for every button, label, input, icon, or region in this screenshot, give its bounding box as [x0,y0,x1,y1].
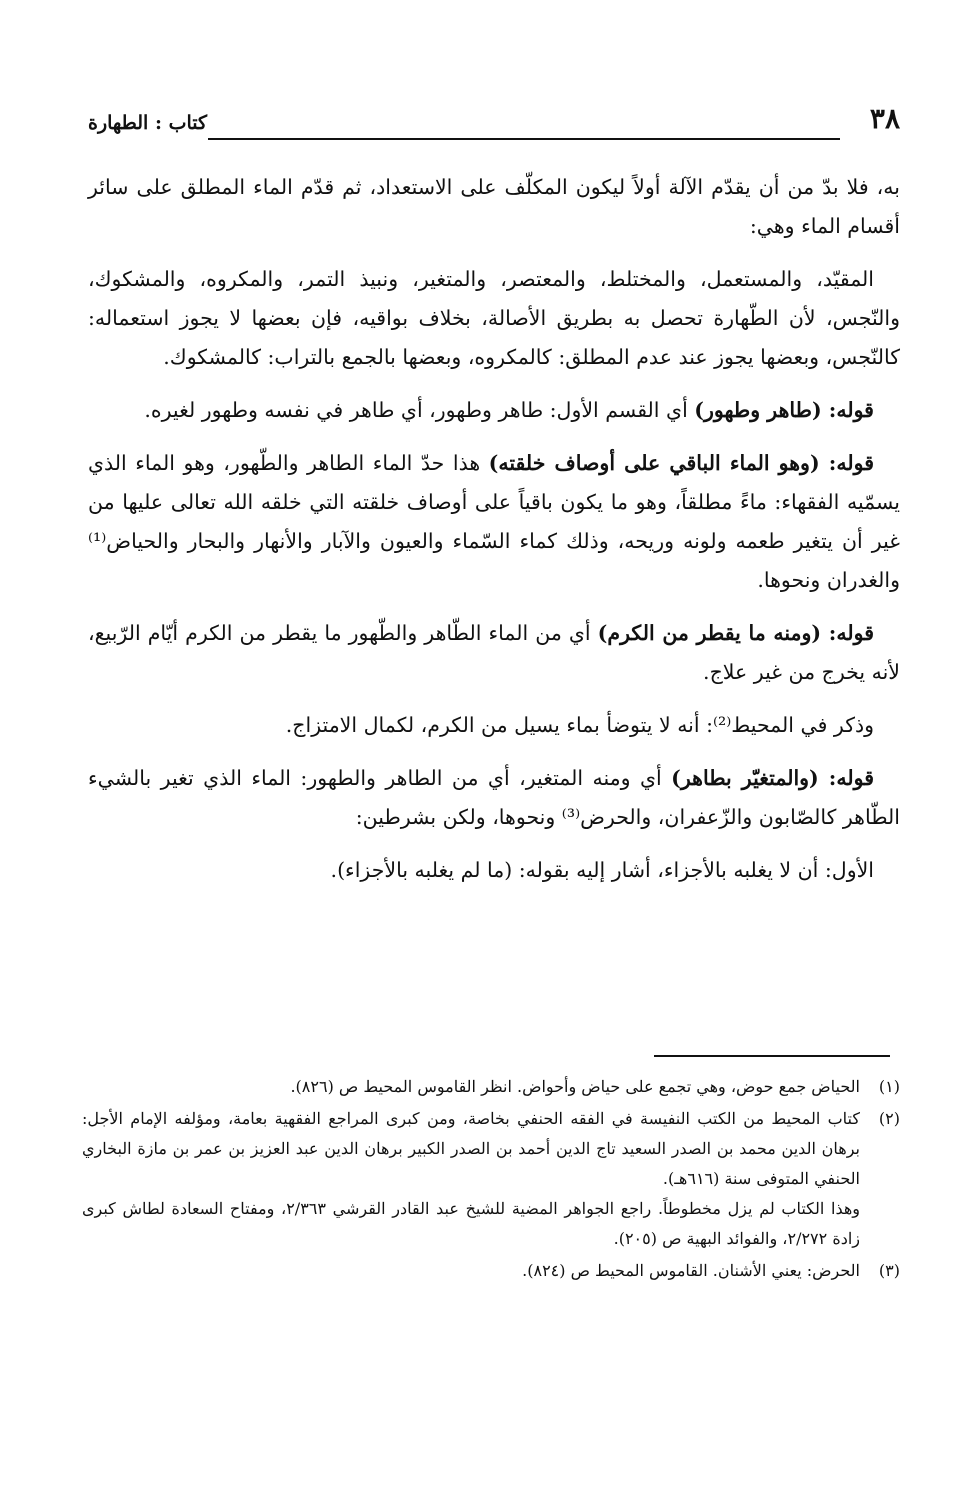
quoted-phrase: قوله: (ومنه ما يقطر من الكرم) [597,621,874,645]
paragraph [88,444,900,600]
paragraph-text: وذكر في المحيط⁽²⁾: أنه لا يتوضأ بماء يسيل من الكرم، لكمال الامتزاج. [285,713,874,737]
footnote-line: وهذا الكتاب لم يزل مخطوطاً. راجع الجواهر المضية للشيخ عبد القادر القرشي ٢/٣٦٣، ومفتاح السعادة لطاش كبرى زادة ٢/٢٧٢، والفوائد البهية ص (٢٠٥). [82,1199,860,1248]
paragraph-text: به، فلا بدّ من أن يقدّم الآلة أولاً ليكون المكلّف على الاستعداد، ثم قدّم الماء المطلق على سائر أقسام الماء وهي: [88,175,900,238]
footnote-text [82,1256,860,1286]
header-rule [208,138,840,140]
paragraph [88,260,900,377]
paragraph-text: هذا حدّ الماء الطاهر والطّهور، وهو الماء الذي يسمّيه الفقهاء: ماءً مطلقاً، وهو ما يكون باقياً على أوصاف خلقته التي خلقه الله تعالى عليها من غير أن يتغير طعمه ولونه وريحه، وذلك كماء السّماء والعيون والآبار والأنهار والبحار والحياض⁽¹⁾ والغدران ونحوها. [88,451,900,592]
page-header [88,102,900,144]
paragraph [88,759,900,837]
footnote-text [82,1104,860,1254]
footnote-number: (١) [878,1077,900,1096]
quoted-phrase: قوله: (طاهر وطهور) [694,398,874,422]
quoted-phrase: قوله: (وهو الماء الباقي على أوصاف خلقته) [488,451,875,475]
footnote-item [82,1104,900,1254]
main-text [88,168,900,904]
paragraph-text: أي من الماء الطّاهر والطّهور ما يقطر من الكرم أيّام الرّبيع، لأنه يخرج من غير علاج. [88,621,900,684]
chapter-title: كتاب : الطهارة [88,112,208,134]
paragraph [88,851,900,890]
footnote-separator [654,1055,890,1057]
page-number: ٣٨ [869,102,900,135]
paragraph-text: أي ومنه المتغير، أي من الطاهر والطهور: الماء الذي تغير بالشيء الطّاهر كالصّابون والزّعفران، والحرض⁽³⁾ ونحوها، ولكن بشرطين: [88,766,900,829]
paragraph-text: أي القسم الأول: طاهر وطهور، أي طاهر في نفسه وطهور لغيره. [144,398,695,422]
paragraph [88,168,900,246]
footnote-number: (٢) [878,1109,900,1128]
paragraph [88,614,900,692]
paragraph [88,391,900,430]
footnote-item [82,1256,900,1286]
paragraph [88,706,900,745]
footnote-line: الحياض جمع حوض، وهي تجمع على حياض وأحواض. انظر القاموس المحيط ص (٨٢٦). [290,1077,860,1096]
footnote-line: كتاب المحيط من الكتب النفيسة في الفقه الحنفي بخاصة، ومن كبرى المراجع الفقهية بعامة، ومؤلفه الإمام الأجل: برهان الدين محمد بن الصدر السعيد تاج الدين أحمد بن الصدر الكبير برهان الدين عبد العزيز بن عمر بن مازة البخاري الحنفي المتوفى سنة (٦١٦هـ). [82,1109,861,1188]
footnotes [82,1072,900,1288]
paragraph-text: الأول: أن لا يغلبه بالأجزاء، أشار إليه بقوله: (ما لم يغلبه بالأجزاء). [330,858,874,882]
footnote-line: الحرض: يعني الأشنان. القاموس المحيط ص (٨٢٤). [522,1261,860,1280]
footnote-text [82,1072,860,1102]
quoted-phrase: قوله: (والمتغيّر بطاهر) [671,766,874,790]
footnote-item [82,1072,900,1102]
paragraph-text: المقيّد، والمستعمل، والمختلط، والمعتصر، والمتغير، ونبيذ التمر، والمكروه، والمشكوك، والنّجس، لأن الطّهارة تحصل به بطريق الأصالة، بخلاف بواقيه، فإن بعضها لا يجوز استعماله: كالنّجس، وبعضها يجوز عند عدم المطلق: كالمكروه، وبعضها بالجمع بالتراب: كالمشكوك. [88,267,900,369]
footnote-number: (٣) [878,1261,900,1280]
